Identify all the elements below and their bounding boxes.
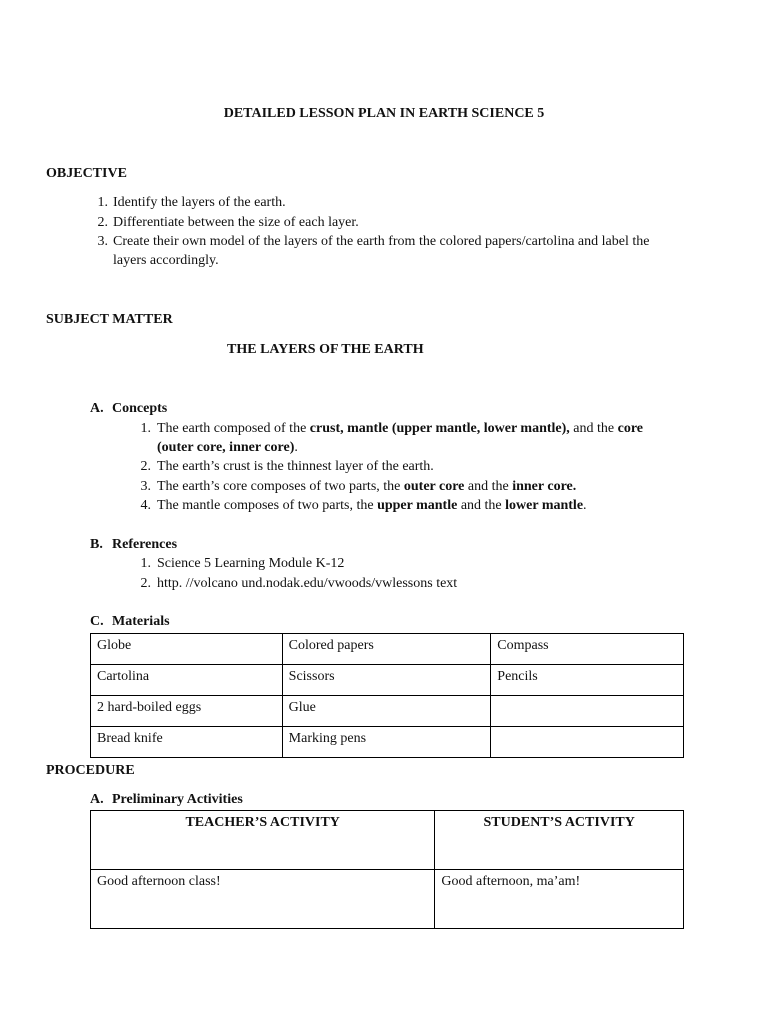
section-letter: A.	[90, 401, 104, 416]
item-text: The earth’s crust is the thinnest layer of the earth.	[157, 459, 434, 474]
table-row	[91, 696, 684, 727]
table-cell: Compass	[491, 634, 684, 665]
section-label: Preliminary Activities	[112, 792, 243, 807]
item-number: 2.	[140, 576, 151, 591]
item-number: 1.	[140, 556, 151, 571]
activity-table	[90, 810, 684, 929]
item-text-continued: (outer core, inner core).	[157, 440, 298, 455]
table-cell	[491, 727, 684, 758]
item-text: The earth composed of the crust, mantle (upper mantle, lower mantle), and the core	[157, 421, 643, 436]
table-row	[91, 727, 684, 758]
item-number: 3.	[140, 479, 151, 494]
item-number: 2.	[97, 215, 108, 230]
section-label: Concepts	[112, 401, 168, 416]
table-cell: Scissors	[282, 665, 491, 696]
item-text: Science 5 Learning Module K-12	[157, 556, 345, 571]
student-activity-cell: Good afternoon, ma’am!	[435, 870, 684, 929]
objective-heading: OBJECTIVE	[46, 166, 127, 181]
concepts-heading	[90, 401, 167, 417]
item-number: 3.	[97, 234, 108, 249]
item-text: The mantle composes of two parts, the upper mantle and the lower mantle.	[157, 498, 587, 513]
procedure-heading: PROCEDURE	[46, 763, 135, 778]
table-cell: Marking pens	[282, 727, 491, 758]
teacher-activity-cell: Good afternoon class!	[91, 870, 435, 929]
item-text: Create their own model of the layers of the earth from the colored papers/cartolina and label the	[113, 234, 650, 249]
table-cell: Bread knife	[91, 727, 283, 758]
section-letter: A.	[90, 792, 104, 807]
item-text: Differentiate between the size of each layer.	[113, 215, 359, 230]
teacher-activity-header: TEACHER’S ACTIVITY	[91, 811, 435, 870]
student-activity-header: STUDENT’S ACTIVITY	[435, 811, 684, 870]
item-number: 4.	[140, 498, 151, 513]
table-cell: 2 hard-boiled eggs	[91, 696, 283, 727]
item-text: The earth’s core composes of two parts, the outer core and the inner core.	[157, 479, 577, 494]
section-letter: B.	[90, 537, 103, 552]
table-row	[91, 634, 684, 665]
section-label: References	[112, 537, 178, 552]
item-text-continued: layers accordingly.	[113, 253, 219, 268]
materials-table	[90, 633, 684, 758]
references-heading	[90, 537, 177, 553]
table-cell	[491, 696, 684, 727]
table-cell: Glue	[282, 696, 491, 727]
item-number: 1.	[97, 195, 108, 210]
table-cell: Pencils	[491, 665, 684, 696]
subject-matter-heading: SUBJECT MATTER	[46, 312, 173, 327]
table-row	[91, 870, 684, 929]
table-row	[91, 665, 684, 696]
section-letter: C.	[90, 614, 104, 629]
table-header-row	[91, 811, 684, 870]
materials-heading	[90, 614, 170, 630]
preliminary-activities-heading	[90, 792, 243, 808]
table-cell: Cartolina	[91, 665, 283, 696]
section-label: Materials	[112, 614, 170, 629]
document-title: DETAILED LESSON PLAN IN EARTH SCIENCE 5	[223, 106, 545, 121]
item-text: http. //volcano und.nodak.edu/vwoods/vwlessons text	[157, 576, 458, 591]
subject-topic: THE LAYERS OF THE EARTH	[227, 342, 424, 357]
table-cell: Colored papers	[282, 634, 491, 665]
item-number: 1.	[140, 421, 151, 436]
item-text: Identify the layers of the earth.	[113, 195, 286, 210]
table-cell: Globe	[91, 634, 283, 665]
item-number: 2.	[140, 459, 151, 474]
